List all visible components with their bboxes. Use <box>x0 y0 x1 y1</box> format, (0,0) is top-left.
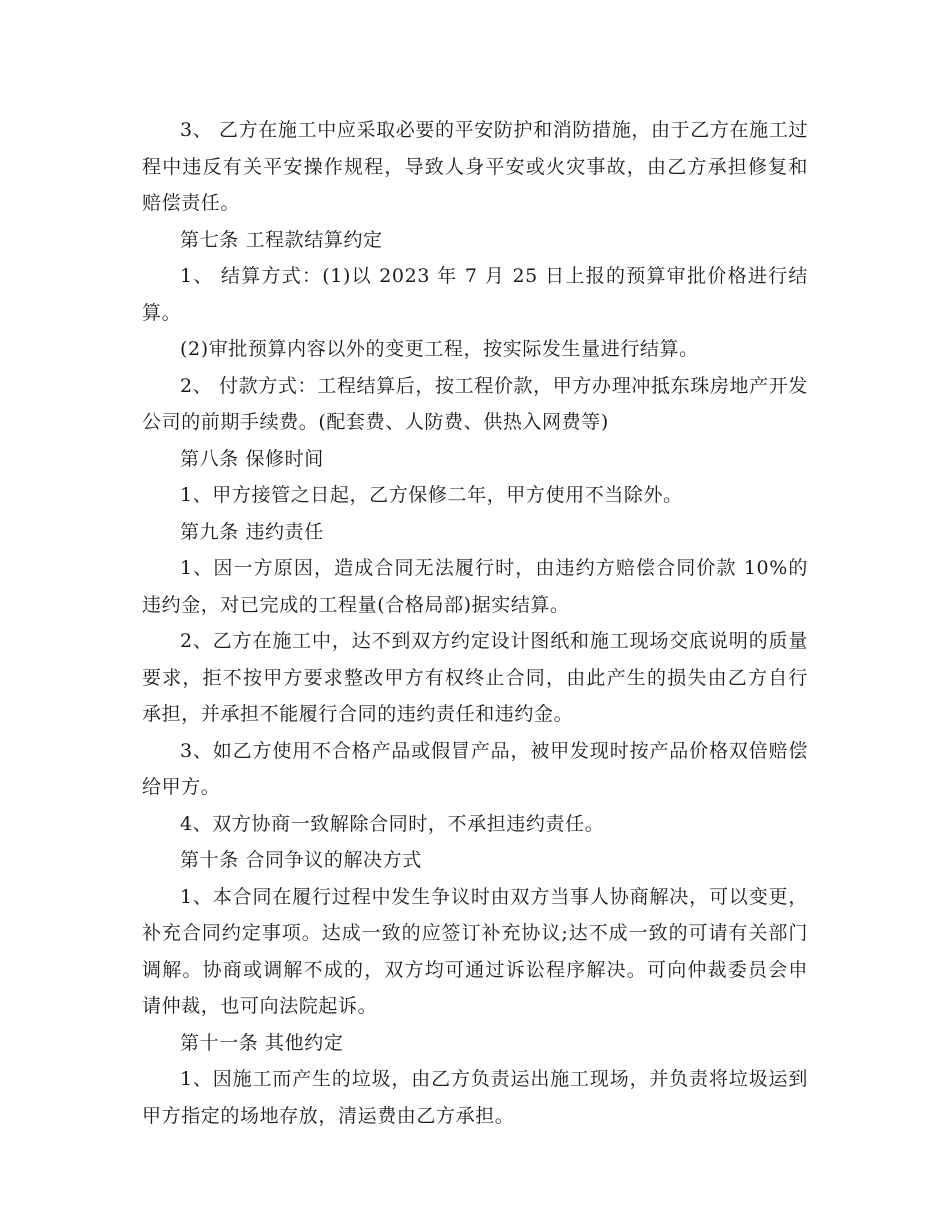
clause-warranty: 1、甲方接管之日起，乙方保修二年，甲方使用不当除外。 <box>180 484 683 506</box>
clause-3-safety: 3、 乙方在施工中应采取必要的平安防护和消防措施，由于乙方在施工过程中违反有关平安操作规程，导致人身平安或火灾事故，由乙方承担修复和赔偿责任。 <box>142 119 808 214</box>
article-10-heading: 第十条 合同争议的解决方式 <box>180 849 422 871</box>
article-11-heading: 第十一条 其他约定 <box>180 1031 344 1054</box>
clause-breach-2: 2、乙方在施工中，达不到双方约定设计图纸和施工现场交底说明的质量要求，拒不按甲方要求整改甲方有权终止合同，由此产生的损失由乙方自行承担，并承担不能履行合同的违约责任和违约金。 <box>142 630 808 725</box>
article-8-heading: 第八条 保修时间 <box>180 447 324 470</box>
clause-waste: 1、因施工而产生的垃圾，由乙方负责运出施工现场，并负责将垃圾运到甲方指定的场地存放，清运费由乙方承担。 <box>142 1068 808 1127</box>
clause-breach-3: 3、如乙方使用不合格产品或假冒产品，被甲发现时按产品价格双倍赔偿给甲方。 <box>142 739 808 798</box>
clause-settlement-variation: (2)审批预算内容以外的变更工程，按实际发生量进行结算。 <box>180 338 699 360</box>
clause-breach-4: 4、双方协商一致解除合同时，不承担违约责任。 <box>180 812 605 835</box>
article-9-heading: 第九条 违约责任 <box>180 520 324 543</box>
document-body <box>142 112 808 1134</box>
clause-dispute: 1、本合同在履行过程中发生争议时由双方当事人协商解决，可以变更，补充合同约定事项。达成一致的应签订补充协议;达不成一致的可请有关部门调解。协商或调解不成的，双方均可通过诉讼程序解决。可向仲裁委员会申请仲裁，也可向法院起诉。 <box>142 885 808 1017</box>
article-7-heading: 第七条 工程款结算约定 <box>180 228 383 251</box>
clause-payment-method: 2、 付款方式：工程结算后，按工程价款，甲方办理冲抵东珠房地产开发公司的前期手续费。(配套费、人防费、供热入网费等) <box>142 374 808 433</box>
clause-breach-1: 1、因一方原因，造成合同无法履行时，由违约方赔偿合同价款 10%的违约金，对已完成的工程量(合格局部)据实结算。 <box>142 557 808 616</box>
clause-settlement-method: 1、 结算方式：(1)以 2023 年 7 月 25 日上报的预算审批价格进行结算。 <box>142 265 808 324</box>
